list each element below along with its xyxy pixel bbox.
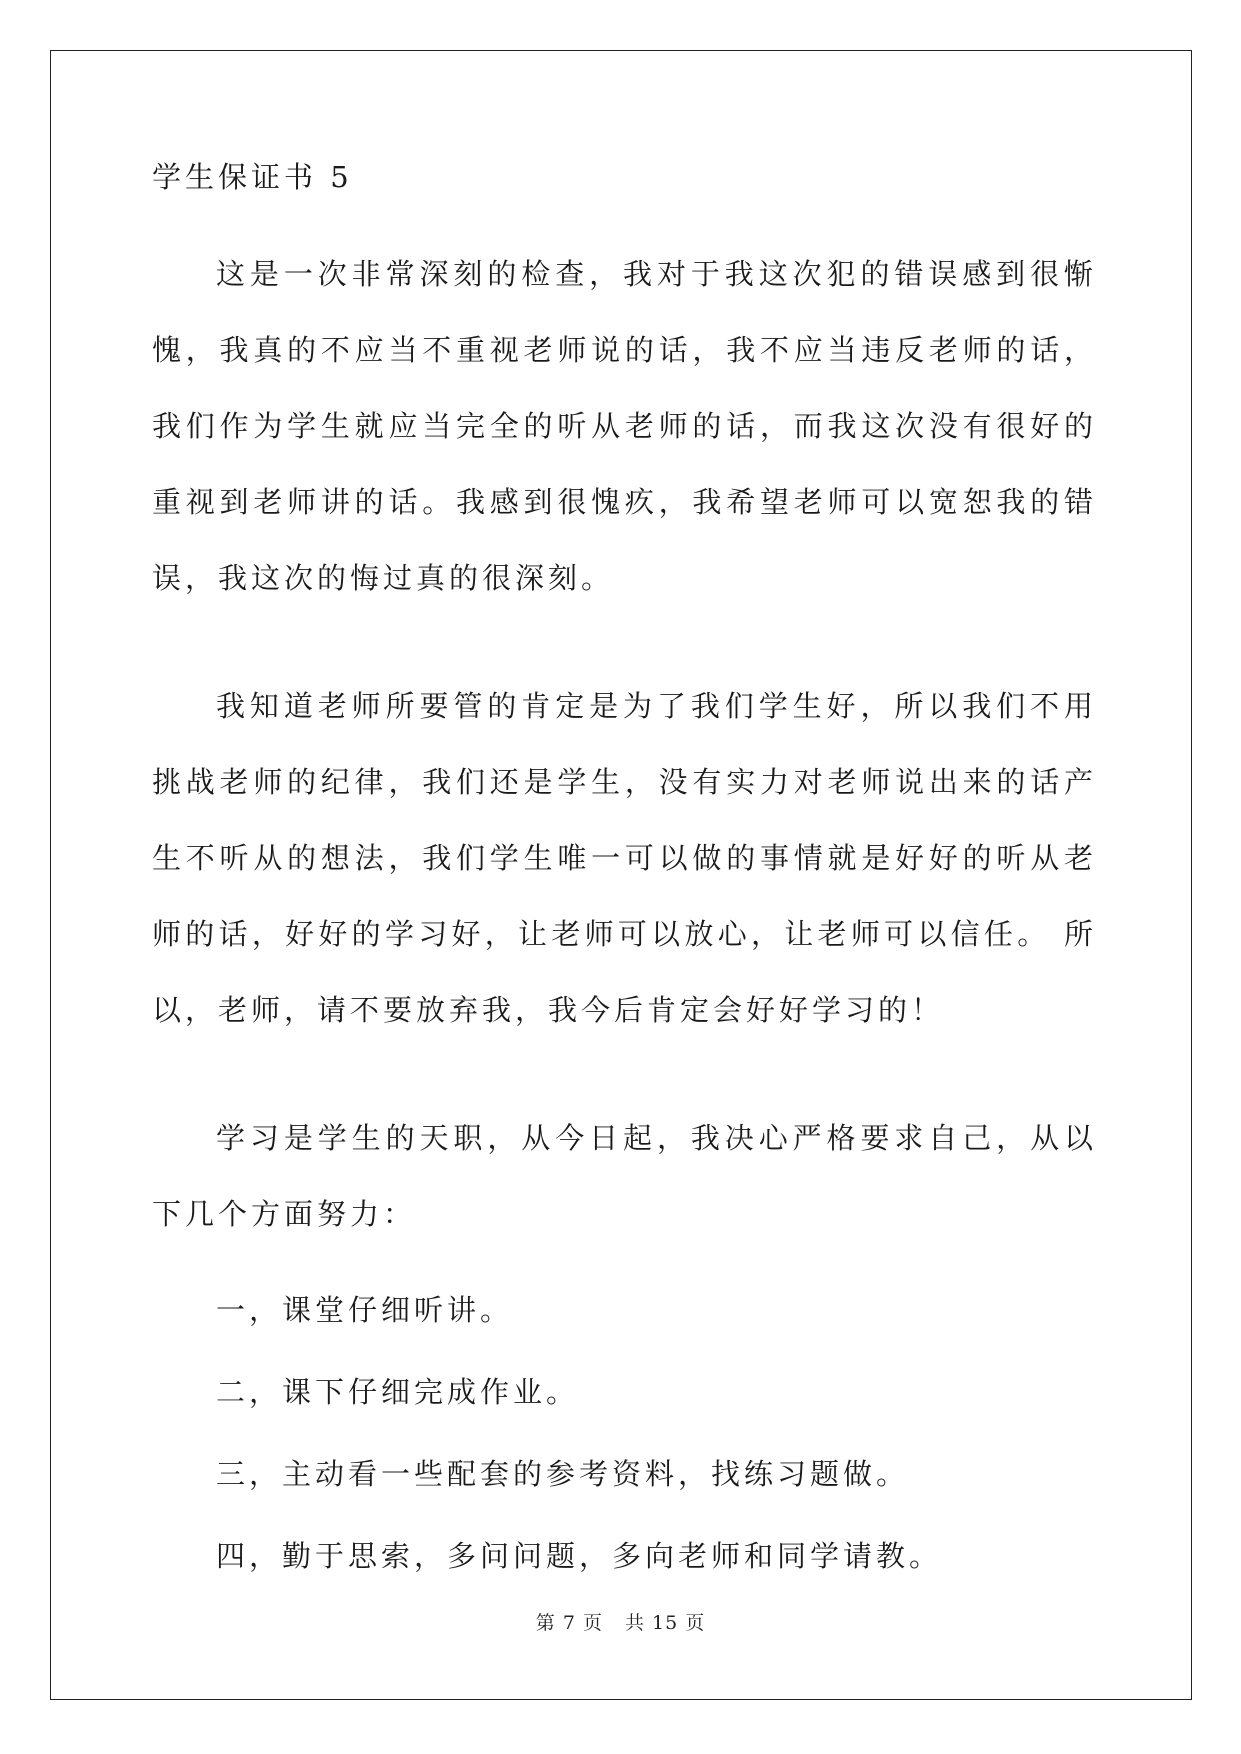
list-item-3: 三，主动看一些配套的参考资料，找练习题做。 [216,1457,910,1491]
current-page-number: 第 7 页 [535,1612,603,1634]
paragraph-1: 这是一次非常深刻的检查，我对于我这次犯的错误感到很惭愧，我真的不应当不重视老师说的话，我不应当违反老师的话，我们作为学生就应当完全的听从老师的话，而我这次没有很好的重视到老师讲的话。我感到很愧疚，我希望老师可以宽恕我的错误，我这次的悔过真的很深刻。 [152,257,1097,595]
list-item-4: 四，勤于思索，多问问题，多向老师和同学请教。 [216,1539,943,1573]
paragraph-3: 学习是学生的天职，从今日起，我决心严格要求自己，从以下几个方面努力： [152,1121,1097,1231]
document-title: 学生保证书 5 [152,160,353,194]
list-item-1: 一，课堂仔细听讲。 [216,1293,514,1327]
list-item-2: 二，课下仔细完成作业。 [216,1375,580,1409]
document-body [152,162,1097,1614]
paragraph-2: 我知道老师所要管的肯定是为了我们学生好，所以我们不用挑战老师的纪律，我们还是学生，没有实力对老师说出来的话产生不听从的想法，我们学生唯一可以做的事情就是好好的听从老师的话，好好的学习好，让老师可以放心，让老师可以信任。 所以，老师，请不要放弃我，我今后肯定会好好学习的！ [152,689,1097,1027]
page-footer [0,1608,1241,1635]
total-pages: 共 15 页 [624,1612,706,1634]
